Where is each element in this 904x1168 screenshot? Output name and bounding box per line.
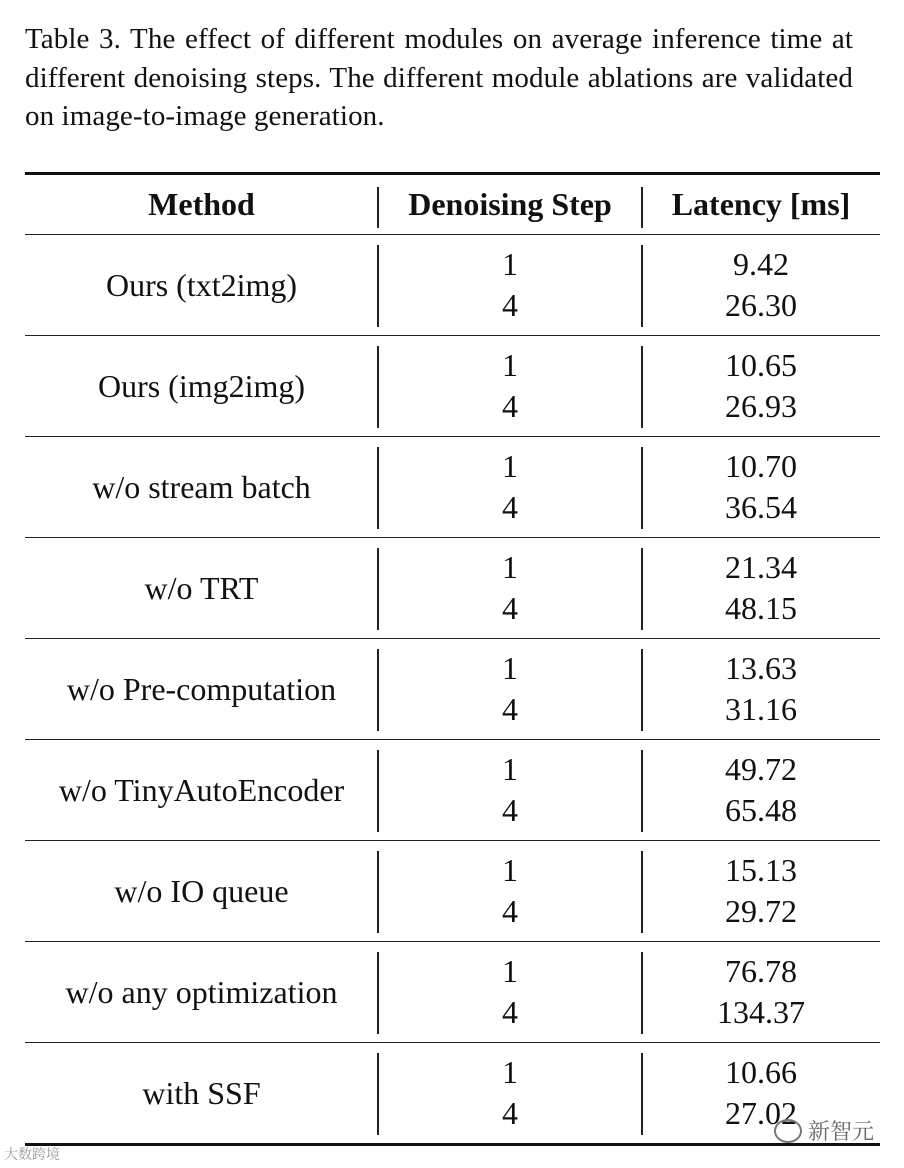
- step-value: 4: [502, 691, 518, 727]
- step-value: 4: [502, 287, 518, 323]
- step-value: 1: [502, 448, 518, 484]
- watermark-text: 新智元: [807, 1120, 874, 1145]
- latency-value: 21.34: [725, 549, 797, 585]
- column-divider: [641, 649, 643, 731]
- column-divider: [641, 447, 643, 529]
- method-cell: w/o TRT: [144, 569, 259, 606]
- latency-cell: [642, 336, 880, 436]
- table-caption: Table 3. The effect of different modules on average inference time at different denoising steps. The different module ablations are validated on image-to-image generation.: [25, 23, 853, 132]
- table-row: [25, 336, 880, 437]
- column-divider: [641, 750, 643, 832]
- step-value: 1: [502, 1054, 518, 1090]
- table-row: [25, 538, 880, 639]
- table-row: [25, 639, 880, 740]
- step-cell: [378, 336, 642, 436]
- latency-value: 26.30: [725, 287, 797, 323]
- method-cell: w/o TinyAutoEncoder: [58, 771, 345, 808]
- step-cell: [378, 437, 642, 537]
- step-value: 1: [502, 347, 518, 383]
- step-cell: [378, 942, 642, 1042]
- table-row: [25, 942, 880, 1043]
- step-value: 1: [502, 549, 518, 585]
- header-denoising-step: Denoising Step: [408, 186, 612, 222]
- step-cell: [378, 235, 642, 335]
- latency-value: 10.65: [725, 347, 797, 383]
- step-cell: [378, 1043, 642, 1143]
- column-divider: [641, 187, 643, 228]
- latency-cell: [642, 235, 880, 335]
- column-divider: [377, 750, 379, 832]
- latency-value: 29.72: [725, 893, 797, 929]
- latency-value: 49.72: [725, 751, 797, 787]
- method-cell: Ours (img2img): [97, 367, 306, 404]
- step-cell: [378, 841, 642, 941]
- step-value: 4: [502, 893, 518, 929]
- table-row: [25, 437, 880, 538]
- latency-value: 10.66: [725, 1054, 797, 1090]
- latency-value: 65.48: [725, 792, 797, 828]
- table-row: [25, 235, 880, 336]
- method-cell: w/o IO queue: [114, 872, 289, 909]
- method-cell: Ours (txt2img): [105, 266, 298, 303]
- step-cell: [378, 639, 642, 739]
- step-value: 1: [502, 246, 518, 282]
- step-value: 4: [502, 1095, 518, 1131]
- latency-value: 36.54: [725, 489, 797, 525]
- table-body: [25, 235, 880, 1143]
- step-value: 4: [502, 792, 518, 828]
- latency-value: 76.78: [725, 953, 797, 989]
- latency-cell: [642, 841, 880, 941]
- column-divider: [641, 952, 643, 1034]
- method-cell: w/o any optimization: [65, 973, 338, 1010]
- method-cell: w/o stream batch: [92, 468, 311, 505]
- step-value: 4: [502, 994, 518, 1030]
- latency-cell: [642, 740, 880, 840]
- header-latency: Latency [ms]: [671, 186, 851, 222]
- table-row: [25, 740, 880, 841]
- table-row: [25, 1043, 880, 1143]
- table-row: [25, 841, 880, 942]
- latency-value: 26.93: [725, 388, 797, 424]
- step-value: 4: [502, 388, 518, 424]
- column-divider: [641, 548, 643, 630]
- column-divider: [377, 346, 379, 428]
- corner-watermark: 大数跨境: [4, 1147, 60, 1163]
- latency-value: 27.02: [725, 1095, 797, 1131]
- column-divider: [377, 548, 379, 630]
- latency-value: 134.37: [717, 994, 805, 1030]
- column-divider: [641, 346, 643, 428]
- column-divider: [377, 187, 379, 228]
- header-method: Method: [148, 186, 255, 222]
- step-value: 1: [502, 650, 518, 686]
- latency-cell: [642, 942, 880, 1042]
- latency-value: 31.16: [725, 691, 797, 727]
- latency-value: 9.42: [733, 246, 789, 282]
- latency-value: 10.70: [725, 448, 797, 484]
- column-divider: [377, 851, 379, 933]
- latency-cell: [642, 538, 880, 638]
- column-divider: [377, 1053, 379, 1135]
- step-cell: [378, 740, 642, 840]
- wechat-icon: [774, 1119, 802, 1143]
- step-value: 1: [502, 852, 518, 888]
- step-value: 4: [502, 489, 518, 525]
- column-divider: [641, 851, 643, 933]
- step-value: 4: [502, 590, 518, 626]
- column-divider: [377, 952, 379, 1034]
- step-cell: [378, 538, 642, 638]
- column-divider: [377, 649, 379, 731]
- latency-cell: [642, 639, 880, 739]
- latency-cell: [642, 437, 880, 537]
- step-value: 1: [502, 751, 518, 787]
- column-divider: [641, 245, 643, 327]
- table-header: [25, 175, 880, 235]
- column-divider: [641, 1053, 643, 1135]
- step-value: 1: [502, 953, 518, 989]
- results-table: [25, 172, 880, 1146]
- watermark: [774, 1115, 874, 1146]
- latency-value: 48.15: [725, 590, 797, 626]
- method-cell: w/o Pre-computation: [66, 670, 337, 707]
- latency-value: 15.13: [725, 852, 797, 888]
- column-divider: [377, 447, 379, 529]
- column-divider: [377, 245, 379, 327]
- latency-value: 13.63: [725, 650, 797, 686]
- method-cell: with SSF: [142, 1074, 261, 1111]
